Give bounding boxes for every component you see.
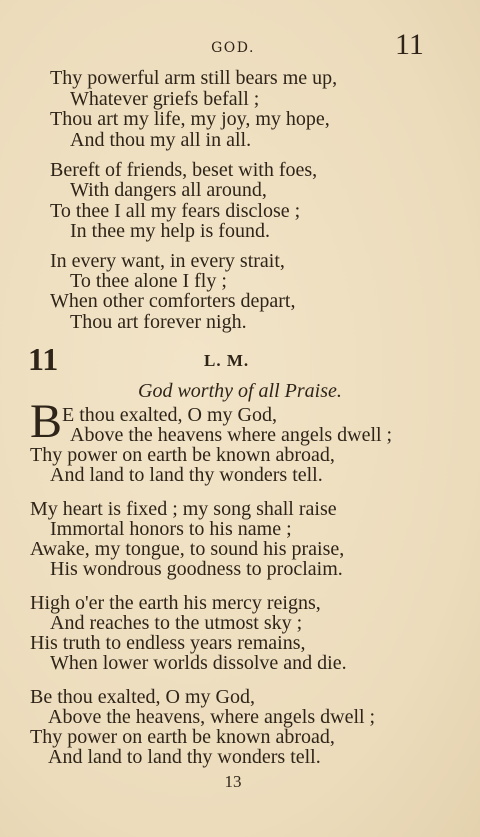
running-title: GOD.: [211, 40, 255, 56]
verse-line: His wondrous goodness to proclaim.: [50, 558, 343, 580]
verse-line: To thee I all my fears disclose ;: [50, 200, 301, 222]
verse-line: Immortal honors to his name ;: [50, 518, 292, 540]
drop-cap: B: [30, 395, 63, 448]
page-folio: 13: [224, 772, 242, 791]
verse-line: His truth to endless years remains,: [30, 632, 306, 654]
verse-line: High o'er the earth his mercy reigns,: [30, 592, 321, 614]
page-number: 11: [395, 28, 424, 61]
verse-line: E thou exalted, O my God,: [62, 404, 277, 426]
verse-line: And reaches to the utmost sky ;: [50, 612, 303, 634]
verse-line: Thou art forever nigh.: [70, 311, 247, 333]
verse-line: When other comforters depart,: [50, 290, 296, 312]
verse-line: Be thou exalted, O my God,: [30, 686, 255, 708]
verse-line: And land to land thy wonders tell.: [48, 746, 321, 768]
verse-line: And land to land thy wonders tell.: [50, 464, 323, 486]
hymn-number: 11: [28, 341, 59, 377]
verse-line: Thy power on earth be known abroad,: [30, 726, 335, 748]
hymn-meter: L. M.: [204, 351, 250, 370]
verse-line: With dangers all around,: [70, 179, 267, 201]
verse-line: Thy power on earth be known abroad,: [30, 444, 335, 466]
verse-line: Thou art my life, my joy, my hope,: [50, 108, 330, 130]
verse-line: Bereft of friends, beset with foes,: [50, 159, 318, 181]
verse-line: To thee alone I fly ;: [70, 270, 227, 292]
verse-line: Above the heavens, where angels dwell ;: [48, 706, 376, 728]
verse-line: Whatever griefs befall ;: [70, 88, 260, 110]
verse-line: When lower worlds dissolve and die.: [50, 652, 347, 674]
verse-line: In thee my help is found.: [70, 220, 270, 242]
verse-line: In every want, in every strait,: [50, 250, 285, 272]
verse-line: Above the heavens where angels dwell ;: [70, 424, 393, 446]
hymn-subtitle: God worthy of all Praise.: [138, 380, 342, 402]
verse-line: Awake, my tongue, to sound his praise,: [30, 538, 345, 560]
verse-line: Thy powerful arm still bears me up,: [50, 67, 338, 89]
verse-line: My heart is fixed ; my song shall raise: [30, 498, 337, 520]
verse-line: And thou my all in all.: [70, 129, 252, 151]
